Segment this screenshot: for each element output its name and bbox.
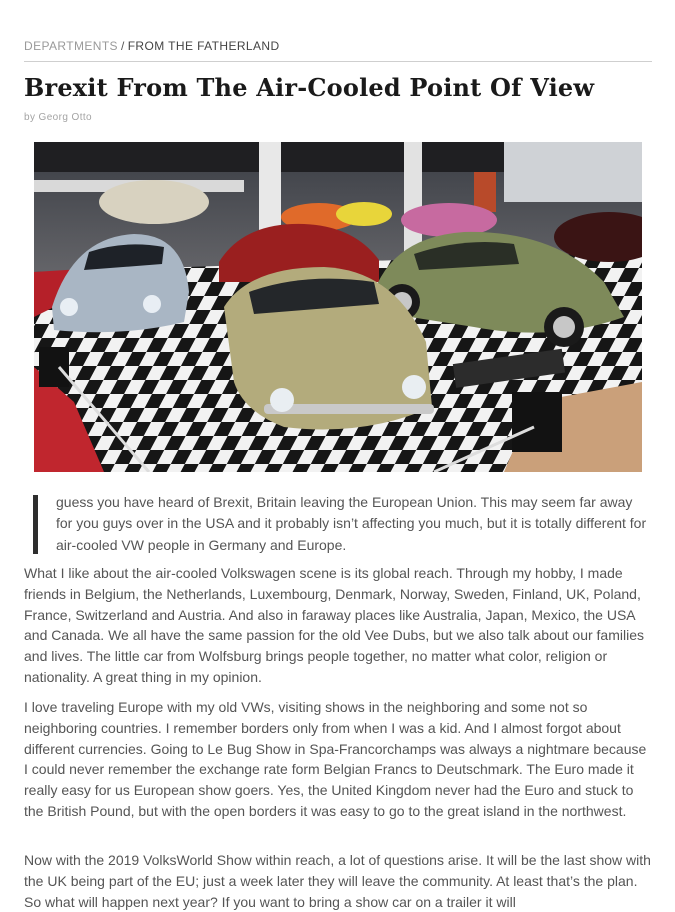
header-divider — [24, 61, 652, 62]
lead-paragraph: guess you have heard of Brexit, Britain leaving the European Union. This may seem far away for you guys over in the USA and it probably isn’t affecting you much, but it is totally different for air-cooled VW people in Germany and Europe. — [56, 494, 647, 553]
breadcrumb — [24, 39, 280, 53]
article-byline: by Georg Otto — [24, 112, 93, 123]
body-paragraph: What I like about the air-cooled Volkswagen scene is its global reach. Through my hobby, I made friends in Belgium, the Netherlands, Luxembourg, Denmark, Norway, Sweden, Finland, UK, Poland, France, Switzerland and Austria. And also in faraway places like Australia, Japan, Mexico, the USA and Canada. We all have the same passion for the old Vee Dubs, but we also talk about our families and lives. The little car from Wolfsburg brings people together, no matter what color, religion or nationality. A great thing in my opinion. — [24, 565, 644, 685]
breadcrumb-separator: / — [120, 39, 125, 53]
body-paragraph: I love traveling Europe with my old VWs, visiting shows in the neighboring and some not so neighboring countries. I remember borders only from when I was a kid. And I almost forgot about different currencies. Going to Le Bug Show in Spa-Francorchamps was always a nightmare because I could never remember the exchange rate form Belgian Francs to Deutschmark. The Euro made it really easy for us European show goers. Yes, the United Kingdom never had the Euro and stuck to the British Pound, but with the open borders it was easy to go to the great island in the northwest. — [24, 699, 647, 819]
breadcrumb-departments-link[interactable]: DEPARTMENTS — [24, 39, 118, 53]
drop-cap — [33, 495, 38, 554]
breadcrumb-current-section[interactable]: FROM THE FATHERLAND — [127, 39, 280, 53]
article-title: Brexit From The Air-Cooled Point Of View — [24, 73, 595, 102]
body-paragraph: Now with the 2019 VolksWorld Show within reach, a lot of questions arise. It will be the last show with the UK being part of the EU; just a week later they will leave the community. At least that’s the plan. So what will happen next year? If you want to bring a show car on a trailer it will — [24, 852, 651, 910]
hero-image — [34, 142, 642, 472]
